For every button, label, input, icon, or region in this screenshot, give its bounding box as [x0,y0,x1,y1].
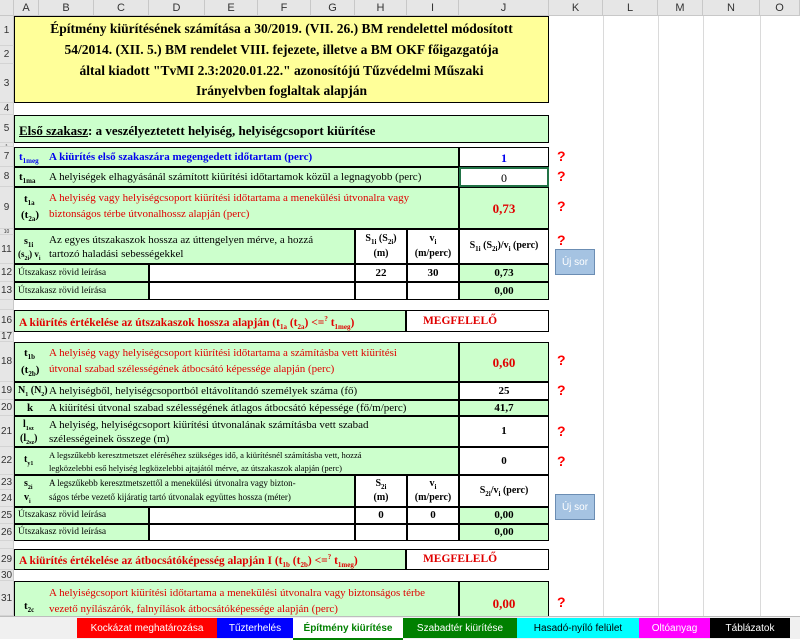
help-icon-row-7[interactable]: ? [557,148,566,164]
row-header-3[interactable]: 3 [0,64,14,103]
tab-epitmeny-kiuritese[interactable]: Építmény kiürítése [293,618,403,640]
row-header-5[interactable]: 5 [0,115,14,143]
segment-length-input[interactable]: 22 [355,264,407,282]
title-line-2: 54/2014. (XII. 5.) BM rendelet VIII. fejezete, illetve a BM OKF főigazgatója [64,42,499,57]
row-22-label-1: A legszűkebb keresztmetszet eléréséhez szükséges idő, a kiürítésnél számításba vett, hozzá [49,450,362,460]
segment-length-input[interactable] [355,282,407,300]
row-7-label: A kiürítés első szakaszára megengedett időtartam (perc) [49,151,313,163]
row-31-value-cell: 0,00 [459,581,549,621]
column-header-segment-length: $S_{1i}$ $(S_{2i})$ (m) [355,229,407,264]
row-9-label-1: A helyiség vagy helyiségcsoport kiürítési időtartama a menekülési útvonalra vagy [49,192,410,204]
row-header-9[interactable]: 9 [0,187,14,229]
help-icon-row-19[interactable]: ? [557,382,566,398]
evaluation-1-label: A kiürítés értékelése az útszakaszok hossza alapján ($t_{1a}$ $(t_{2a}) <=^?$ $t_{1meg}$) [19,315,355,332]
new-row-button-2[interactable]: Új sor [555,494,595,520]
help-icon-row-9[interactable]: ? [557,198,566,214]
row-31-label-2: vezető nyílászárók, falnyílások átbocsátóképessége alapján (perc) [49,603,338,615]
row-19-label-cell: $N_1$ $(N_2)$ A helyiségből, helyiségcsoportból eltávolítandó személyek száma (fő) [14,382,459,400]
row-header-11[interactable]: 11 [0,235,14,264]
row-21-label-2: szélességeinek összege (m) [49,433,170,445]
row-header-26[interactable]: 26 [0,524,14,541]
column-header-f[interactable]: F [258,0,311,16]
column-header-a[interactable]: A [14,0,39,16]
segment-time-value: 0,00 [459,524,549,541]
segment-speed-input[interactable]: 30 [407,264,459,282]
help-icon-row-11[interactable]: ? [557,232,566,248]
column-header-h[interactable]: H [355,0,407,16]
column-header-k[interactable]: K [549,0,603,16]
row-header-31[interactable]: 31 [0,581,14,616]
row-21-label-cell: $l_{1sz}$ $(l_{2sz})$ A helyiség, helyiségcsoport kiürítési útvonalának számításba vett szabad szélességeinek összege (m) [14,416,459,447]
row-18-label-cell: $t_{1b}$ $(t_{2b})$ A helyiség vagy helyiségcsoport kiürítési időtartama a számításba vett kiürítési útvonal szabad szélességének átbocsátó képessége alapján (perc) [14,342,459,382]
row-11-label-1: Az egyes útszakaszok hossza az úttengelyen mérve, a hozzá [49,234,314,246]
row-header-25[interactable]: 25 [0,507,14,524]
gridline [760,16,761,616]
row-header-19[interactable]: 19 [0,382,14,400]
column-header-e[interactable]: E [205,0,258,16]
row-header-2[interactable]: 2 [0,46,14,64]
row-22-label-cell: $t_{y1}$ A legszűkebb keresztmetszet eléréséhez szükséges idő, a kiürítésnél számításba vett, hozzá legközelebbi eső helyiség legközelebbi ajtajától mérve, az útszakaszok alapján (perc) [14,447,459,475]
gridline [603,16,604,616]
row-23-label-cell: $s_{2i}$ $v_i$ A legszűkebb keresztmetszettől a menekülési útvonalra vagy bizton- ságos térbe vezető kijáratig tartó útvonalak együttes hossza (méter) [14,475,355,507]
help-icon-row-22[interactable]: ? [557,453,566,469]
status-badge: MEGFELELŐ [422,315,498,327]
evaluation-2-result [406,549,549,570]
segment-time-value: 0,00 [459,282,549,300]
row-18-label-1: A helyiség vagy helyiségcsoport kiürítési időtartama a számításba vett kiürítési [49,347,397,359]
column-header-m[interactable]: M [658,0,703,16]
row-header-17[interactable]: 17 [0,331,13,342]
row-8-label-cell: $t_{1ma}$ A helyiségek elhagyásánál számított kiürítési időtartamok közül a legnagyobb (perc) [14,167,459,187]
evaluation-2-label: A kiürítés értékelése az átbocsátóképesség alapján I ($t_{1b}$ $(t_{2b}) <=^?$ $t_{1meg}$) [19,553,358,570]
column-header-speed: $v_i$ (m/perc) [407,229,459,264]
row-7-label-cell: $t_{1meg}$ A kiürítés első szakaszára megengedett időtartam (perc) [14,147,459,167]
segment-description-label: Útszakasz rövid leírása [14,264,149,282]
gridline [703,16,704,616]
row-header-10[interactable]: 10 [0,229,14,235]
column-header-d[interactable]: D [149,0,205,16]
segment-speed-input[interactable] [407,524,459,541]
row-header-4[interactable]: 4 [0,103,14,115]
column-header-segment-time-2: $S_{2i}/v_i$ (perc) [459,475,549,507]
help-icon-row-21[interactable]: ? [557,423,566,439]
segment-time-value: 0,00 [459,507,549,524]
row-19-label: A helyiségből, helyiségcsoportból eltávolítandó személyek száma (fő) [49,385,358,397]
segment-description-input[interactable] [149,264,355,282]
segment-speed-input[interactable] [407,282,459,300]
row-23-label-1: A legszűkebb keresztmetszettől a menekülési útvonalra vagy bizton- [49,478,296,488]
tab-kockazat-meghatarozasa[interactable]: Kockázat meghatározása [77,618,217,638]
row-9-label-2: biztonságos térbe útvonalhossz alapján (perc) [49,208,250,220]
row-31-label-1: A helyiségcsoport kiürítési időtartama a menekülési útvonalra vagy biztonságos térbe [49,587,426,599]
row-18-value-cell: 0,60 [459,342,549,382]
row-9-value-cell: 0,73 [459,187,549,229]
segment-description-label: Útszakasz rövid leírása [14,524,149,541]
tab-szabadter-kiuritese[interactable]: Szabadtér kiürítése [403,618,517,638]
row-31-label-cell: $t_{2c}$ A helyiségcsoport kiürítési időtartama a menekülési útvonalra vagy biztonságos térbe vezető nyílászárók, falnyílások átbocsátóképessége alapján (perc) [14,581,459,621]
row-18-label-2: útvonal szabad szélességének átbocsátó képessége alapján (perc) [49,363,335,375]
row-header-12[interactable]: 12 [0,264,14,282]
row-11-label-cell: $s_{1i}$ $(s_{2i})$ $v_i$ Az egyes útszakaszok hossza az úttengelyen mérve, a hozzá tartozó haladási sebességekkel [14,229,355,264]
title-line-4: Irányelvben foglaltak alapján [195,83,368,98]
title-block [14,16,549,103]
column-header-j[interactable]: J [459,0,549,16]
segment-description-input[interactable] [149,524,355,541]
segment-speed-input[interactable]: 0 [407,507,459,524]
column-header-l[interactable]: L [603,0,658,16]
segment-description-input[interactable] [149,282,355,300]
help-icon-row-8[interactable]: ? [557,168,566,184]
row-header-20[interactable]: 20 [0,400,14,416]
column-header-o[interactable]: O [760,0,800,16]
column-header-b[interactable]: B [39,0,94,16]
row-21-label-1: A helyiség, helyiségcsoport kiürítési útvonalának számításba vett szabad [49,419,369,431]
tab-tuzterheles[interactable]: Tűzterhelés [217,618,293,638]
row-20-label-cell: k A kiürítési útvonal szabad szélességének átlagos átbocsátó képessége (fő/m/perc) [14,400,459,416]
section-1-header [14,115,549,143]
evaluation-1-result [406,310,549,332]
tab-hasado-nyilo-felulet[interactable]: Hasadó-nyíló felület [517,618,639,638]
column-header-segment-length-2: $S_{2i}$ (m) [355,475,407,507]
tab-oltoanyag[interactable]: Oltóanyag [639,618,710,638]
row-header-21[interactable]: 21 [0,416,14,447]
status-badge: MEGFELELŐ [422,553,498,565]
row-11-label-2: tartozó haladási sebességekkel [49,248,184,260]
row-header-23[interactable]: 23 [0,475,14,490]
help-icon-row-31[interactable]: ? [557,594,566,610]
gridline [658,16,659,616]
column-header-c[interactable]: C [94,0,149,16]
tab-tablazatok[interactable]: Táblázatok [710,618,790,638]
row-header-16[interactable]: 16 [0,310,14,332]
column-header-n[interactable]: N [703,0,760,16]
section-1-title: Első szakasz: a veszélyeztetett helyiség, helyiségcsoport kiürítése [19,123,376,138]
evaluation-1-label-cell [14,310,406,332]
help-icon-row-18[interactable]: ? [557,352,566,368]
segment-description-label: Útszakasz rövid leírása [14,507,149,524]
title-line-3: által kiadott "TvMI 2.3:2020.01.22." azonosítójú Tűzvédelmi Műszaki [79,63,484,78]
segment-time-value: 0,73 [459,264,549,282]
row-header-1[interactable]: 1 [0,16,14,46]
row-header-hidden-14-15 [0,300,14,310]
column-header-speed-2: $v_i$ (m/perc) [407,475,459,507]
row-header-30[interactable]: 30 [0,569,13,581]
narrowest-point-time-input[interactable]: 0 [459,447,549,475]
row-header-6[interactable]: 6 [0,143,14,147]
row-8-label: A helyiségek elhagyásánál számított kiürítési időtartamok közül a legnagyobb (perc) [49,171,422,183]
segment-description-label: Útszakasz rövid leírása [14,282,149,300]
exit-width-input[interactable]: 1 [459,416,549,447]
row-header-8[interactable]: 8 [0,167,14,187]
row-header-18[interactable]: 18 [0,342,14,382]
persons-count-input[interactable]: 25 [459,382,549,400]
row-header-13[interactable]: 13 [0,282,14,300]
row-header-hidden-27-28 [0,541,14,549]
new-row-button-1[interactable]: Új sor [555,249,595,275]
segment-length-input[interactable] [355,524,407,541]
column-header-i[interactable]: I [407,0,459,16]
select-all-corner[interactable] [0,0,14,16]
row-20-value-cell: 41,7 [459,400,549,416]
column-header-segment-time: $S_{1i}$ $(S_{2i})/v_i$ (perc) [459,229,549,264]
title-line-1: Építmény kiürítésének számítása a 30/2019. (VII. 26.) BM rendelettel módosított [50,21,513,36]
row-23-label-2: ságos térbe vezető kijáratig tartó útvonalak együttes hossza (méter) [49,492,291,502]
row-9-label-cell: $t_{1a}$ $(t_{2a})$ A helyiség vagy helyiségcsoport kiürítési időtartama a menekülési útvonalra vagy biztonságos térbe útvonalhossz alapján (perc) [14,187,459,229]
row-header-24[interactable]: 24 [0,490,14,507]
row-header-7[interactable]: 7 [0,147,14,167]
evaluation-2-label-cell [14,549,406,570]
row-20-label: A kiürítési útvonal szabad szélességének átlagos átbocsátó képessége (fő/m/perc) [49,402,407,414]
sheet-tab-bar [0,616,800,639]
max-evacuation-time-input[interactable]: 1 [459,147,549,167]
row-22-label-2: legközelebbi eső helyiség legközelebbi ajtajától mérve, az útszakaszok alapján (perc) [49,463,343,473]
row-header-22[interactable]: 22 [0,447,14,475]
room-evacuation-max-input[interactable]: 0 [459,167,549,187]
segment-description-input[interactable] [149,507,355,524]
segment-length-input[interactable]: 0 [355,507,407,524]
column-header-g[interactable]: G [311,0,355,16]
row-header-29[interactable]: 29 [0,549,14,570]
